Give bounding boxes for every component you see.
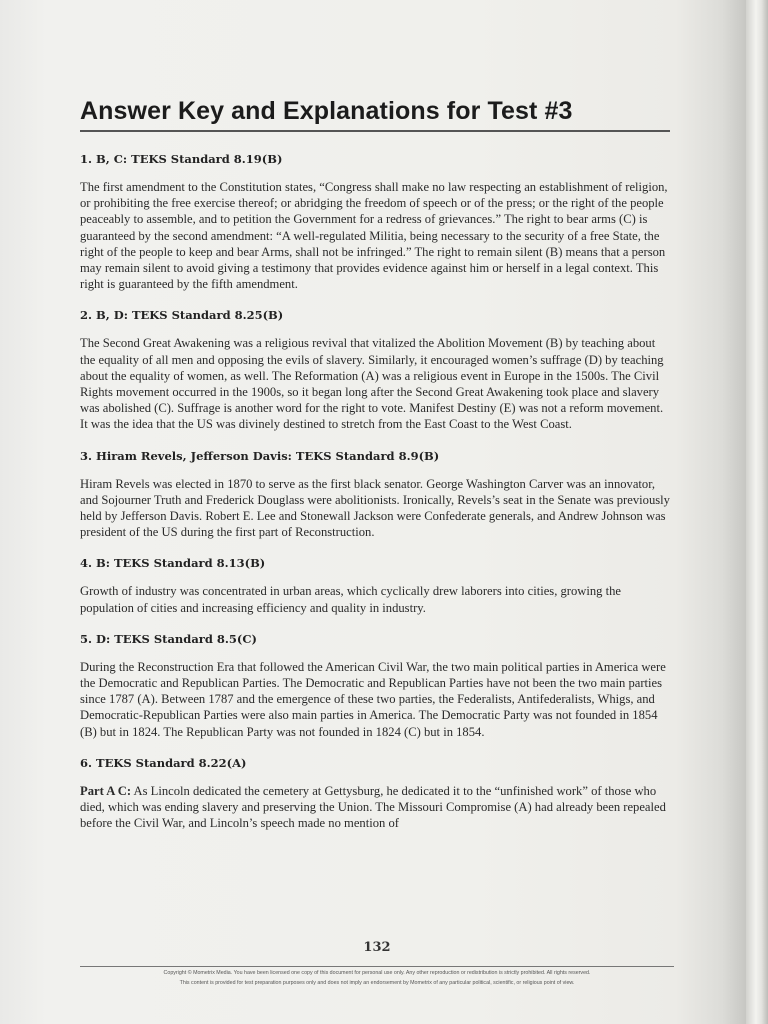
- answer-heading: 3. Hiram Revels, Jefferson Davis: TEKS Standard 8.9(B): [80, 448, 440, 463]
- answer-item-1: [80, 151, 670, 292]
- answer-explanation: During the Reconstruction Era that followed the American Civil War, the two main political parties in America were the Democratic and Republican Parties. The Democratic and Republican Parties have not been the two main parties since 1787 (A). Between 1787 and the emergence of these two parties, the Federalists, Antifederalists, Whigs, and Democratic-Republican Parties were also main parties in America. The Democratic Party was not founded in 1854 (B) but in 1824. The Republican Party was not founded in 1824 (C) but in 1854.: [80, 659, 666, 739]
- copyright-line-2: This content is provided for test preparation purposes only and does not imply an endorsement by Mometrix of any particular political, scientific, or religious point of view.: [179, 980, 575, 986]
- part-a-label: Part A C:: [80, 783, 132, 798]
- page-number: 132: [363, 940, 391, 955]
- answer-explanation: The Second Great Awakening was a religious revival that vitalized the Abolition Movement (B) by teaching about the equality of all men and opposing the evils of slavery. Similarly, it encouraged women’s suffrage (D) by teaching about the equality of women, as well. The Reformation (A) was a religious event in Europe in the 1500s. The Civil Rights movement occurred in the 1900s, so it began long after the Second Great Awakening took place and slavery was abolished (C). Suffrage is another word for the right to vote. Manifest Destiny (E) was not a reform movement. It was the idea that the US was divinely destined to stretch from the East Coast to the West Coast.: [80, 336, 664, 432]
- answer-item-3: [80, 448, 670, 541]
- answer-heading: 2. B, D: TEKS Standard 8.25(B): [80, 308, 284, 323]
- page-title: Answer Key and Explanations for Test #3: [80, 97, 573, 125]
- answer-explanation: Growth of industry was concentrated in urban areas, which cyclically drew laborers into cities, growing the population of cities and increasing efficiency and quality in industry.: [80, 584, 622, 615]
- answer-item-2: [80, 307, 670, 432]
- page-edge: [746, 0, 768, 1024]
- answer-item-5: [80, 631, 670, 740]
- part-a-text: As Lincoln dedicated the cemetery at Gettysburg, he dedicated it to the “unfinished work” of those who died, which was ending slavery and preserving the Union. The Missouri Compromise (A) had already been repealed before the Civil War, and Lincoln’s speech made no mention of: [80, 783, 666, 831]
- answer-item-6: [80, 755, 670, 832]
- answer-explanation: [80, 783, 670, 832]
- page-footer: [80, 940, 674, 987]
- footer-rule: [80, 966, 674, 967]
- answer-heading: 5. D: TEKS Standard 8.5(C): [80, 631, 257, 646]
- copyright-line-1: Copyright © Mometrix Media. You have been licensed one copy of this document for personal use only. Any other reproduction or redistribution is strictly prohibited. All rights reserved.: [163, 970, 591, 976]
- answer-heading: 4. B: TEKS Standard 8.13(B): [80, 556, 266, 571]
- page-content: [80, 96, 670, 831]
- answer-explanation: The first amendment to the Constitution states, “Congress shall make no law respecting an establishment of religion, or prohibiting the free exercise thereof; or abridging the freedom of speech or of the press; or the right of the people peaceably to assemble, and to petition the Government for a redress of grievances.” The right to bear arms (C) is guaranteed by the second amendment: “A well-regulated Militia, being necessary to the security of a free State, the right of the people to keep and bear Arms, shall not be infringed.” The right to remain silent (B) means that a person may remain silent to avoid giving a testimony that provides evidence against him or herself in a legal context. This right is guaranteed by the fifth amendment.: [80, 180, 668, 292]
- answer-explanation: Hiram Revels was elected in 1870 to serve as the first black senator. George Washington Carver was an innovator, and Sojourner Truth and Frederick Douglass were abolitionists. Ironically, Revels’s seat in the Senate was previously held by Jefferson Davis. Robert E. Lee and Stonewall Jackson were Confederate generals, and Andrew Johnson was president of the US during the first part of Reconstruction.: [80, 476, 670, 540]
- answer-heading: 1. B, C: TEKS Standard 8.19(B): [80, 152, 283, 166]
- answer-item-4: [80, 555, 670, 615]
- answer-heading: 6. TEKS Standard 8.22(A): [80, 755, 247, 770]
